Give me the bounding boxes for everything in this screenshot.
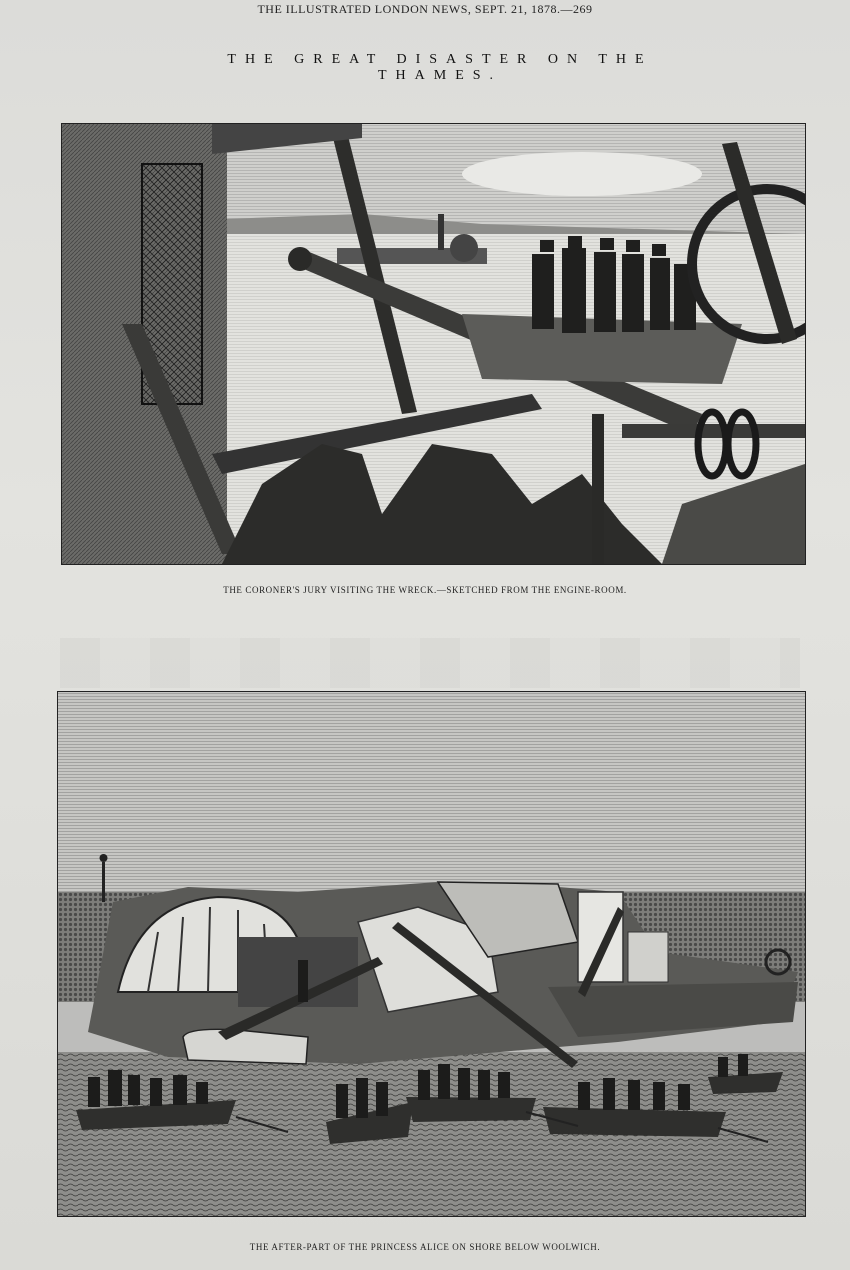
page-headline: THE GREAT DISASTER ON THE THAMES. — [227, 52, 653, 83]
illustration-jury-visiting-wreck — [61, 123, 806, 565]
engraving-bottom — [58, 692, 805, 1216]
illustration-princess-alice-wreck — [57, 691, 806, 1217]
running-head: THE ILLUSTRATED LONDON NEWS, SEPT. 21, 1878.—269 — [257, 2, 593, 16]
caption-top: THE CORONER'S JURY VISITING THE WRECK.—SKETCHED FROM THE ENGINE-ROOM. — [223, 585, 627, 595]
engraving-top — [62, 124, 805, 564]
caption-bottom: THE AFTER-PART OF THE PRINCESS ALICE ON SHORE BELOW WOOLWICH. — [249, 1242, 601, 1252]
show-through-text — [60, 638, 800, 688]
